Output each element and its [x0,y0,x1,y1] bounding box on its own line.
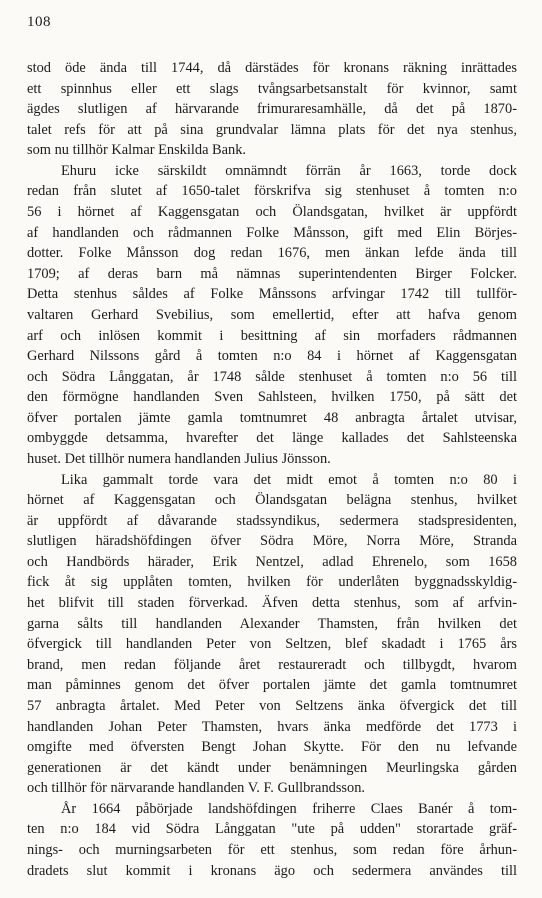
text-line: arf och inlösen kommit i besittning af sin morfaders rådmannen [27,327,517,344]
text-line: slutligen häradshöfdingen öfver Södra Möre, Norra Möre, Stranda [27,533,517,550]
text-line: redan från slutet af 1650-talet förskrifva sig stenhuset å tomten n:o [27,183,517,200]
text-line: 56 i hörnet af Kaggensgatan och Ölandsgatan, hvilket är uppfördt [27,204,517,221]
text-line: generationen är det kändt under benämningen Meurlingska gården [27,759,517,776]
text-line: öfver portalen jämte gamla tomtnumret 48 anbragta årtalet utvisar, [27,409,517,426]
text-line: är uppfördt af dåvarande stadssyndikus, sedermera stadspresidenten, [27,512,517,529]
text-line: Ehuru icke särskildt omnämndt förrän år 1663, torde dock [61,162,517,179]
text-line: Lika gammalt torde vara det midt emot å tomten n:o 80 i [61,471,517,488]
text-line: Detta stenhus såldes af Folke Månssons arfvingar 1742 till tullför- [27,286,517,303]
text-line: och Södra Långgatan, år 1748 sålde stenhuset å tomten n:o 56 till [27,368,517,385]
text-line: ett spinnhus eller ett slags tvångsarbetsanstalt för kvinnor, samt [27,80,517,97]
text-line: omgifte med öfversten Bengt Johan Skytte. För den nu lefvande [27,739,517,756]
text-line: 57 anbragta årtalet. Med Peter von Seltzens änka öfvergick det till [27,697,517,714]
text-line: Gerhard Nilssons gård å tomten n:o 84 i hörnet af Kaggensgatan [27,348,517,365]
text-line: valtaren Gerhard Svebilius, som emellertid, efter att hafva genom [27,306,517,323]
page-body [27,58,517,881]
text-line: hörnet af Kaggensgatan och Ölandsgatan belägna stenhus, hvilket [27,492,517,509]
text-line: År 1664 påbörjade landshöfdingen friherre Claes Banér å tom- [61,800,517,817]
text-line: och tillhör för närvarande handlanden V. F. Gullbrandsson. [27,780,366,797]
text-line: öfvergick till handlanden Peter von Seltzen, blef skadadt i 1765 års [27,636,517,653]
text-line: ägdes slutligen af härvarande frimuraresamhälle, då det på 1870- [27,101,517,118]
page-number: 108 [27,14,51,30]
text-line: och Handbörds härader, Erik Nentzel, adlad Ehrenelo, som 1658 [27,553,517,570]
text-line: ombyggde detsamma, hvarefter det länge kallades det Sahlsteenska [27,430,517,447]
text-line: fick åt sig upplåten tomten, hvilken för underlåten byggnadsskyldig- [27,574,517,591]
text-line: dradets slut kommit i kronans ägo och sedermera användes till [27,862,517,879]
text-line: huset. Det tillhör numera handlanden Julius Jönsson. [27,450,331,467]
text-line: den förmögne handlanden Sven Sahlsteen, hvilken 1750, på sätt det [27,389,517,406]
text-line: garna sålts till handlanden Alexander Thamsten, från hvilken det [27,615,517,632]
text-line: 1709; af deras barn må nämnas superintendenten Birger Folcker. [27,265,517,282]
text-line: ten n:o 184 vid Södra Långgatan "ute på udden" storartade gräf- [27,821,517,838]
text-line: handlanden Johan Peter Thamsten, hvars änka medförde det 1773 i [27,718,517,735]
text-line: het blifvit till staden förverkad. Äfven detta stenhus, som af arfvin- [27,595,517,612]
text-line: nings- och murningsarbeten för ett stenhus, som redan före århun- [27,841,517,858]
text-line: talet refs för att på sina grundvalar lämna plats för det nya stenhus, [27,121,517,138]
text-line: stod öde ända till 1744, då därstädes för kronans räkning inrättades [27,60,517,76]
text-line: af handlanden och rådmannen Folke Månsson, gift med Elin Börjes- [27,224,517,241]
text-line: man påminnes genom det öfver portalen jämte det gamla tomtnumret [27,677,517,694]
text-line: dotter. Folke Månsson dog redan 1676, men änkan lefde ända till [27,245,517,262]
text-line: brand, men redan följande året restaureradt och tillbygdt, hvarom [27,656,517,673]
text-line: som nu tillhör Kalmar Enskilda Bank. [27,142,247,159]
